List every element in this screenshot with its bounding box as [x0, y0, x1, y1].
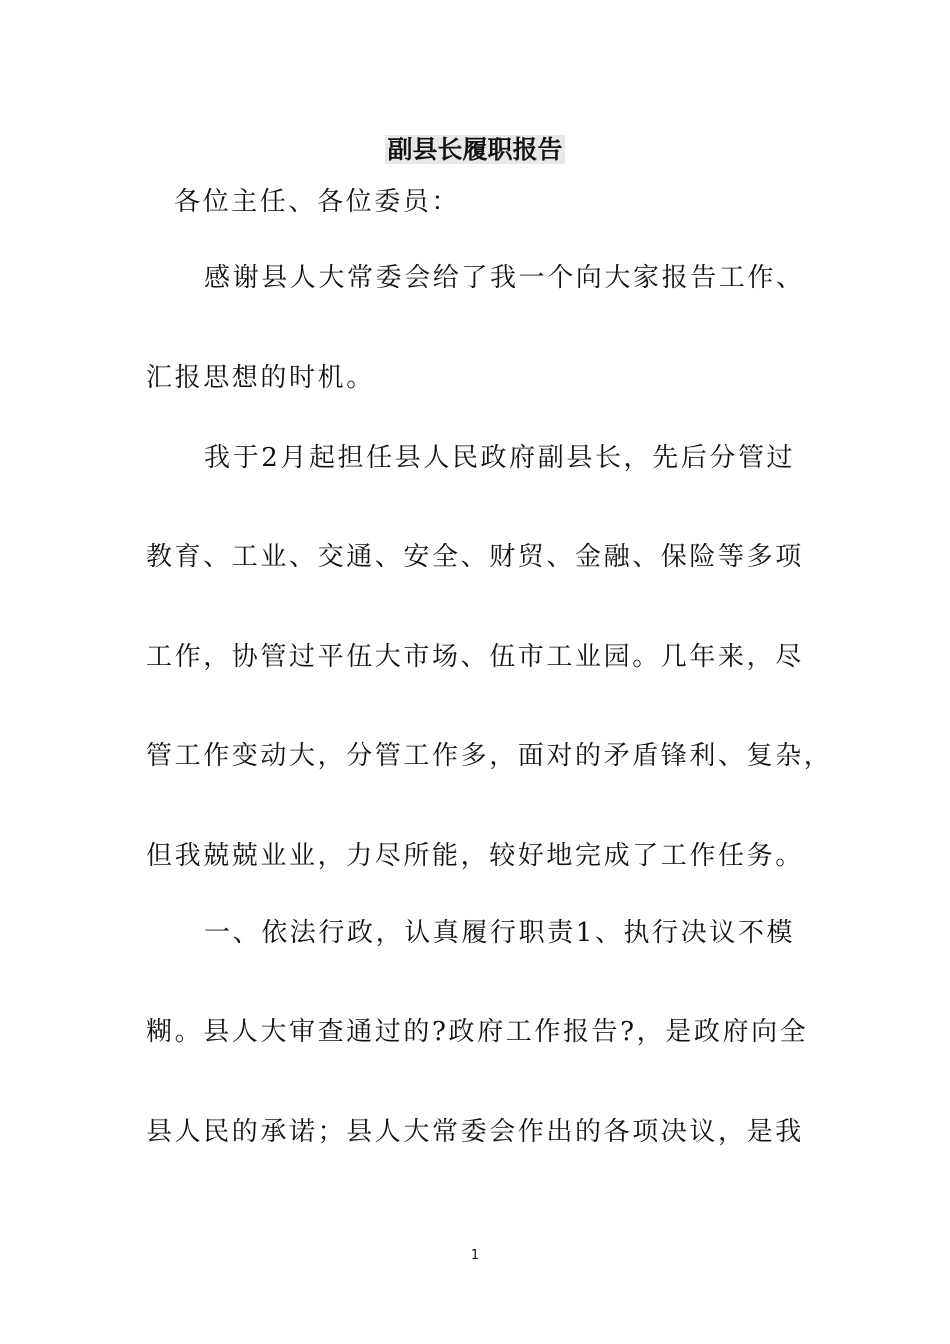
page-number: 1: [470, 1248, 480, 1263]
paragraph-line: 管工作变动大，分管工作多，面对的矛盾锋利、复杂，: [146, 741, 833, 771]
paragraph-line: 感谢县人大常委会给了我一个向大家报告工作、: [204, 263, 805, 293]
salutation: 各位主任、各位委员：: [174, 187, 461, 217]
paragraph-line: 汇报思想的时机。: [146, 363, 375, 393]
paragraph-line: 工作，协管过平伍大市场、伍市工业园。几年来，尽: [146, 642, 804, 672]
document-title-text: 副县长履职报告: [387, 135, 563, 164]
paragraph-line: 县人民的承诺；县人大常委会作出的各项决议，是我: [146, 1117, 804, 1147]
paragraph-line: 糊。县人大审查通过的?政府工作报告?，是政府向全: [146, 1017, 809, 1047]
document-title: [0, 130, 950, 170]
paragraph-line: 一、依法行政，认真履行职责1、执行决议不模: [204, 918, 796, 948]
paragraph-line: 我于2月起担任县人民政府副县长，先后分管过: [204, 443, 796, 473]
paragraph-line: 教育、工业、交通、安全、财贸、金融、保险等多项: [146, 542, 804, 572]
paragraph-line: 但我兢兢业业，力尽所能，较好地完成了工作任务。: [146, 841, 804, 871]
